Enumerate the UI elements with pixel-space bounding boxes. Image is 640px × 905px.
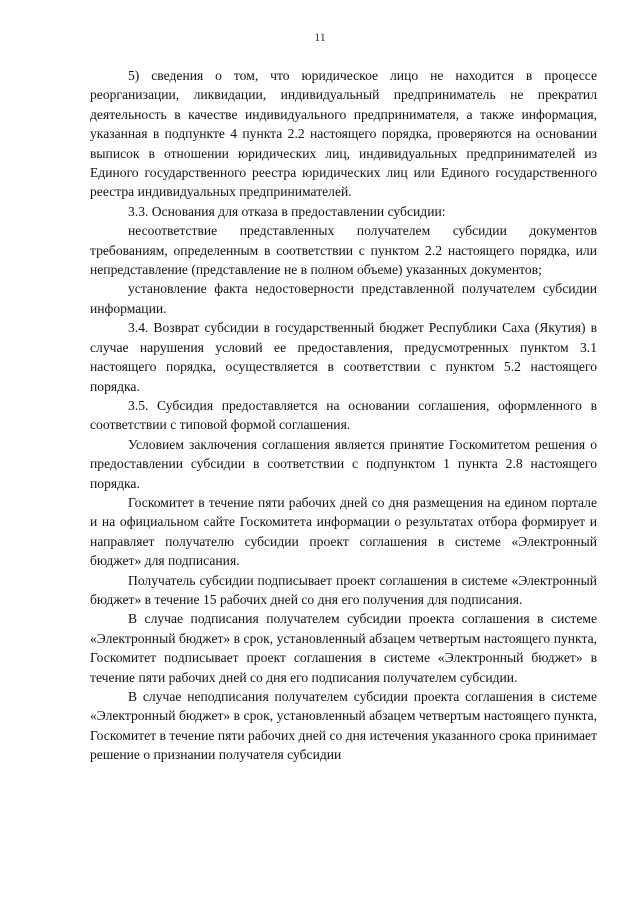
document-body: [90, 66, 597, 765]
paragraph-agreement-condition: Условием заключения соглашения является принятие Госкомитетом решения о предоставлении субсидии в соответствии с подпунктом 1 пункта 2.8 настоящего порядка.: [90, 436, 597, 491]
paragraph-3-4-return: 3.4. Возврат субсидии в государственный бюджет Республики Саха (Якутия) в случае нарушения условий ее предоставления, предусмотренных пунктом 3.1 настоящего порядка, осуществляется в соответствии с пунктом 5.2 настоящего порядка.: [90, 320, 597, 394]
paragraph-committee-signing: В случае подписания получателем субсидии проекта соглашения в системе «Электронный бюджет» в срок, установленный абзацем четвертым настоящего пункта, Госкомитет подписывает проект соглашения в системе «Электронный бюджет» в течение пяти рабочих дней со дня его подписания получателем субсидии.: [90, 611, 597, 685]
paragraph-non-signing: В случае неподписания получателем субсидии проекта соглашения в системе «Электронный бюджет» в срок, установленный абзацем четвертым настоящего пункта, Госкомитет в течение пяти рабочих дней со дня истечения указанного срока принимает решение о признании получателя субсидии: [90, 689, 597, 763]
page-number: 11: [314, 30, 326, 44]
paragraph-recipient-signing: Получатель субсидии подписывает проект соглашения в системе «Электронный бюджет» в течение 15 рабочих дней со дня его получения для подписания.: [90, 572, 597, 607]
paragraph-3-5-agreement: 3.5. Субсидия предоставляется на основании соглашения, оформленного в соответствии с типовой формой соглашения.: [90, 397, 597, 433]
paragraph-refusal-docs: несоответствие представленных получателем субсидии документов требованиям, определенным в соответствии с пунктом 2.2 настоящего порядка, или непредставление (представление не в полном объеме) указанных документов;: [90, 223, 597, 278]
paragraph-3-3-heading: 3.3. Основания для отказа в предоставлении субсидии:: [128, 203, 446, 219]
paragraph-5-info-check: 5) сведения о том, что юридическое лицо не находится в процессе реорганизации, ликвидации, индивидуальный предприниматель не прекратил деятельность в качестве индивидуального предпринимателя, а также информация, указанная в подпункте 4 пункта 2.2 настоящего порядка, проверяются на основании выписок в отношении юридических лиц, индивидуальных предпринимателей из Единого государственного реестра юридических лиц или Единого государственного реестра индивидуальных предпринимателей.: [90, 68, 597, 200]
paragraph-refusal-info: установление факта недостоверности представленной получателем субсидии информации.: [90, 281, 597, 316]
paragraph-draft-sending: Госкомитет в течение пяти рабочих дней со дня размещения на едином портале и на официальном сайте Госкомитета информации о результатах отбора формирует и направляет получателю субсидии проект соглашения в системе «Электронный бюджет» для подписания.: [90, 494, 597, 569]
